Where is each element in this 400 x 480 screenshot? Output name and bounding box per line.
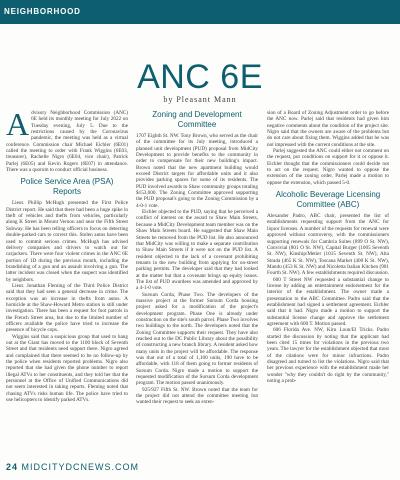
article-byline: by Pleasant Mann (163, 95, 237, 104)
paragraph: Lieut. Phillip McHugh presented the First Police District report. He said that there had been a huge spike in theft of vehicles and thefts from vehicles, particularly along K Street in Mount Vernon and near the Fifth Street Subway. He has been telling officers to focus on detecting double-parked cars to correct this. Stolen autos have been used to commit serious crimes. McHugh has advised delivery companies and drivers to watch out for carjackers. There were four violent crimes in the ANC 6E portion of 1D during the previous month, including the brandishing of a gun and an assault involving a gun. The latter incident was closed when the suspect was identified by neighbors. (6, 200, 128, 283)
article-column-3 (267, 110, 389, 384)
paragraph: 925/927 Fifth St. NW. Brown noted that the team for the project did not attend the committee meeting but wanted their request to seek an exten- (136, 386, 258, 406)
paragraph: 600 T Street NW requested a substantial change to license by adding an entertainment endorsement for the interior of the establishment. The owner made a presentation to the ABC Committee. Padro said that the establishment had signed a settlement agreement. Eichler said that it had. Nigro made a motion to support the substantial license change and approve the settlement agreement with 600 T. Motion passed. (267, 276, 389, 327)
paragraph: Lieut. Jonathan Fleming of the Third Police District said that they had seen a general decrease in crime. The exception was an increase in thefts from autos. A homicide at the Shaw-Howard Metro station is still under investigation. There has been a request for foot patrols in the French Street area, but due to the limited number of officers available the police have tried to increase the presence of bicycle cops. (6, 282, 128, 334)
paragraph: sion of a Board of Zoning Adjustment order to go before the ANC now. Parlej said that residents had given him negative comments about the condition of the project site. Nigro said that the owners are aware of the problems but do not care about fixing them. Wiggins added that he was not impressed with the current conditions at the site. (267, 110, 389, 148)
article-title: ANC 6E (137, 58, 263, 96)
paragraph: Wiggins said that a suspicious group that used to hang out at the Giant has moved to the 1100 block of Seventh Street and that residents need support there. Nigro agreed and complained that there seemed to be no follow-up by the police when residents reported problems. Nigro also reported that she had given the phone number to report illegal ATVs to her constituents, and they told her that the personnel at the Office of Unified Communications did not seem interested in taking reports. Fleming noted that chasing ATVs risks human life. The police have tried to use helicopters to identify parked ATVs. (6, 333, 128, 404)
section-heading: Police Service Area (PSA) Reports (20, 177, 114, 197)
paragraph: Advisory Neighborhood Commission (ANC) 6E held its monthly meeting for July 2022 on Tuesday evening, July 5. Due to the restrictions caused by the Coronavirus pandemic, the meeting was held as a virtual conference. Commission chair Michael Eichler (6E01) called the meeting to order with Frank Wiggins (6E03, treasurer), Rachelle Nigro (6E04, vice chair), Patrick Parlej (6E05) and Kevin Rogers (6E07) in attendance. There was a quorum to conduct official business. (6, 106, 128, 174)
paragraph: 1707 Eighth St. NW. Tony Brown, who served as the chair of the committee for its July meeting, introduced a planned unit development (PUD) proposal from MidCity Development to provide benefits to the community in order to compensate for their new building's impact. Brown noted that the new apartment building would exceed District targets for affordable units and it also provides parking spaces for some of its residents. The PUD involved awards to Shaw community groups totaling $153,000. The Zoning Committee approved supporting the PUD proposal's going to the Zoning Commission by a 4-0-1 vote. (136, 133, 258, 209)
article-column-1 (6, 106, 128, 404)
section-header-bar (0, 0, 400, 24)
paragraph: Eichler objected to the PUD, saying that he perceived a conflict of interest on the award to Shaw Main Streets, because a MidCity Development team member was on the Shaw Main Streets board. He suggested that Shaw Main Streets be removed from the PUD list. He also announced that MidCity was willing to make a separate contribution to Shaw Main Streets if it were not on the PUD list. A resident objected to the lack of a covenant prohibiting tenants in the new building from applying for on-street parking permits. The developer said that they had looked at the matter but that a covenant brings up equity issues. The list of PUD awardees was amended and approved by a 4-1-0 vote. (136, 209, 258, 292)
article-column-2 (136, 110, 258, 406)
paragraph: Parlej suggested the ANC could either not comment on the request, put conditions on support for it or oppose it. Eichler thought that the commissioners could decide not to act on the request. Nigro wanted to oppose the extension of the zoning order. Parlej made a motion to oppose the extension, which passed 5-0. (267, 148, 389, 186)
section-heading: Alcoholic Beverage Licensing Committee (ABC) (275, 190, 381, 210)
page-footer (6, 462, 139, 472)
page-number: 24 (6, 462, 19, 472)
section-label: NEIGHBORHOOD (4, 7, 81, 16)
paragraph: Sursum Corda, Phase Two. The developers of the massive project at the former Sursum Corda housing project asked for a modification of the project's development program. Phase One is already under construction on the site's south parcel. Phase Two involves two buildings to the north. The developers noted that the Zoning Committee supports their request. They have also reached out to the DC Public Library about the possibility of constructing a new branch library. A resident asked how many units in the project will be affordable. The response was that out of a total of 1,100 units, 190 have to be affordable, with 118 of them going to former residents of Sursum Corda. Nigro made a motion to support the requested modification of the Sursum Corda development program. The motion passed unanimously. (136, 291, 258, 387)
section-heading: Zoning and Development Committee (152, 110, 242, 129)
paragraph: Alexander Padro, ABC chair, presented the list of establishments requesting support from the ANC for liquor licenses. A number of the requests for renewal were approved without controversy, with the commissioners supporting renewals for Cambria Suites (899 O St. NW), Convivial (801 O St. NW), Capital Burger (1005 Seventh St. NW), Kinship/Metier (1015 Seventh St. NW), Alta Strada (465 K St. NW), Toscana Market (400 K St. NW), Mandu (453 K St. NW) and Nicoletta Italian Kitchen (901 Fourth St. NW). A few establishments required discussion. (267, 213, 389, 277)
site-url: MIDCITYDCNEWS.COM (21, 462, 140, 472)
paragraph: 606 Florida Ave. NW, Kiru Loun/El Tricks. Padro started the discussion by noting that the applicant had been cited 15 times for violations in the previous two years. The lawyer for the establishment objected that most of the citations were for minor infractions. Padro disagreed and turned to list the violations. Nigro said that her previous experience with the establishment made her wonder "why they couldn't do right by the community," noting a prob- (267, 327, 389, 385)
drop-cap: A (6, 106, 30, 142)
